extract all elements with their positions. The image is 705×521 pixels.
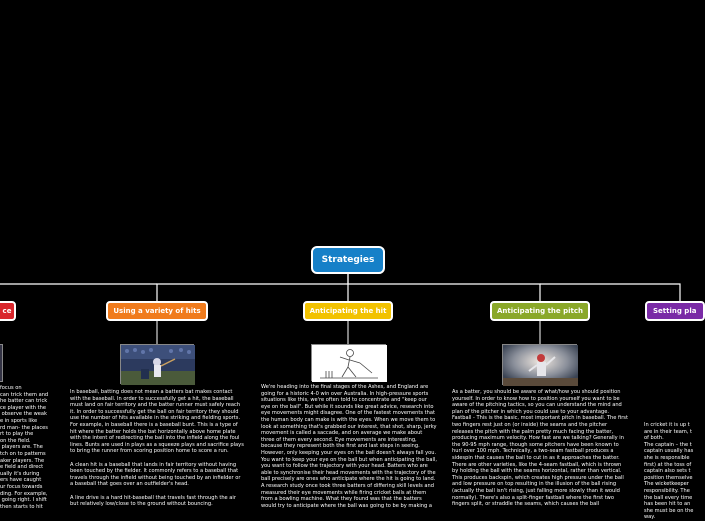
topic-variety-label: Using a variety of hits: [113, 307, 201, 315]
pitcher-image: [502, 344, 577, 385]
topic-using-variety-of-hits[interactable]: [106, 301, 208, 321]
connector-right: [540, 284, 680, 302]
topic-hit-label: Anticipating the hit: [309, 307, 387, 315]
topic-pitch-label: Anticipating the pitch: [496, 307, 583, 315]
topic-right-label: Setting pla: [653, 307, 697, 315]
topic-setting-play[interactable]: [645, 301, 705, 321]
baseball-batter-picture: [121, 345, 195, 385]
baseball-batter-image: [120, 344, 194, 384]
cricket-batter-sketch-image: [311, 344, 386, 381]
topic-anticipating-the-pitch[interactable]: [490, 301, 590, 321]
left-partial-note: focus on can trick them and he batter can trick ce player with the observe the weak e in sports like rd man- the places rt to play the on the field. players are. The tch on to patterns aker players. The e field and direct ually it's during ers have caught ur focus towards ding. For example, going right. I shift then starts to hit: [0, 385, 49, 510]
pitcher-picture: [503, 345, 578, 386]
variety-note: In baseball, batting does not mean a batters bat makes contact with the baseball. In order to successfully get a hit, the baseball must land on fair territory and the batter runner must safely reach it. In order to successfully get the ball on fair territory they should use the number of hits available in the striking and fielding sports. For example, in baseball there is a baseball bunt. This is a type of hit where the batter holds the bat horizontally above home plate with the intent of redirecting the ball into the infield along the foul lines. Bunts are used in plays as a squeeze plays and sacrifice plays to bring the runner from scoring position home to score a run. A clean hit is a baseball that lands in fair territory without having been touched by the fielder. It commonly refers to a baseball that travels through the infield without being touched by an infielder or a baseball that goes over an outfielder's head. A line drive is a hard hit-baseball that travels fast through the air but relatively low/close to the ground without bouncing.: [70, 389, 244, 508]
setting-play-note: In cricket it is up t are in their team, t of both. The captain – the t captain usually has she is responsible first) at the toss of captain also sets t position themselve The wicketkeeper responsibility. The the ball every time has been hit to an she must be on the way.: [644, 422, 694, 521]
cricket-batter-sketch: [312, 345, 387, 382]
connector-variety: [157, 274, 348, 302]
topic-anticipating-the-hit[interactable]: [303, 301, 393, 321]
anticipating-hit-note: We're heading into the final stages of the Ashes, and England are going for a historic 4-0 win over Australia. In high-pressure sports situations like this, we're often told to concentrate and "keep our eye on the ball". But while it sounds like great advice, research into eye movements might disagree. One of the fastest movements that the human body can make is with the eyes. When we move them to look at something that's grabbed our interest, that shot, sharp, jerky movement is called a saccade, and on average we make about three of them every second. Eye movements are interesting, because they represent both the first and last steps in seeing. However, only keeping your eyes on the ball doesn't always fall you. You want to keep your eye on the ball but when anticipating the ball, you want to follow the trajectory with your head. Batters who are able to synchronise their head movements with the trajectory of the ball precisely are ones who anticipate where the hit is going to land. A research study once took three batters of differing skill levels and measured their eye movements while firing cricket balls at them from a bowling machine. What they found was that the batters would try to anticipate where the ball was going to be by making a: [261, 384, 439, 509]
root-topic-strategies[interactable]: Strategies: [311, 246, 385, 274]
anticipating-pitch-note: As a batter, you should be aware of what/how you should position yourself. In order to know how to position yourself you want to be aware of the pitching tactics, so you can understand the mind and plan of the pitcher in which you could use to your advantage. Fastball - This is the basic, most important pitch in baseball. The first two fingers rest just on (or inside) the seams and the pitcher releases the pitch with the palm pretty much facing the batter, producing maximum velocity. How fast are we talking? Generally in the 90-95 mph range, though some pitchers have been known to hurl over 100 mph. Technically, a two-seam fastball produces a sidespin that causes the ball to cut in as it approaches the batter. There are other varieties, like the 4-seam fastball, which is thrown by holding the ball with the seams horizontal, rather than vertical. This produces backspin, which creates high pressure under the ball and low pressure on top resulting in the illusion of the ball rising (actually the ball isn't rising, just falling more slowly than it would normally). There's also a split-finger fastball where the first two fingers split, or straddle the seams, which causes the ball: [452, 389, 628, 508]
topic-left-partial[interactable]: [0, 301, 16, 321]
left-partial-image: [0, 344, 3, 382]
topic-left-label: ce: [2, 307, 12, 315]
connector-pitch: [348, 284, 540, 302]
